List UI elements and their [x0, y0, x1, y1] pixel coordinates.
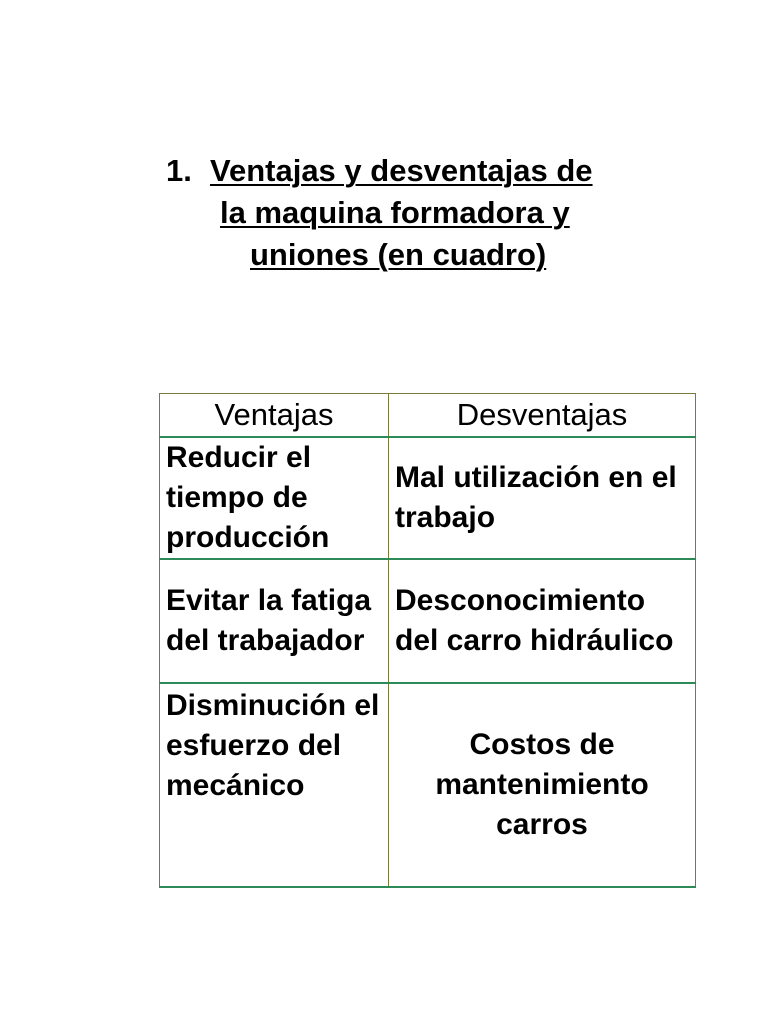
heading-number: 1. — [166, 153, 192, 188]
heading-line-2 — [166, 192, 666, 234]
header-ventajas: Ventajas — [160, 394, 389, 438]
table-row — [160, 683, 696, 887]
ventaja-cell: Evitar la fatiga del trabajador — [160, 559, 389, 683]
heading-line-1 — [166, 150, 666, 192]
heading-line-3 — [166, 234, 666, 276]
desventaja-cell: Costos de mantenimiento carros — [389, 683, 696, 887]
ventaja-cell: Disminución el esfuerzo del mecánico — [160, 683, 389, 887]
page-heading — [166, 150, 666, 276]
desventaja-cell: Mal utilización en el trabajo — [389, 437, 696, 559]
heading-text-2: la maquina formadora y — [220, 195, 570, 230]
table-row — [160, 437, 696, 559]
table-header-row — [160, 394, 696, 438]
heading-text-1: Ventajas y desventajas de — [210, 153, 593, 188]
desventaja-cell: Desconocimiento del carro hidráulico — [389, 559, 696, 683]
table-row — [160, 559, 696, 683]
ventajas-desventajas-table — [159, 393, 696, 888]
ventaja-cell: Reducir el tiempo de producción — [160, 437, 389, 559]
heading-text-3: uniones (en cuadro) — [250, 237, 547, 272]
header-desventajas: Desventajas — [389, 394, 696, 438]
